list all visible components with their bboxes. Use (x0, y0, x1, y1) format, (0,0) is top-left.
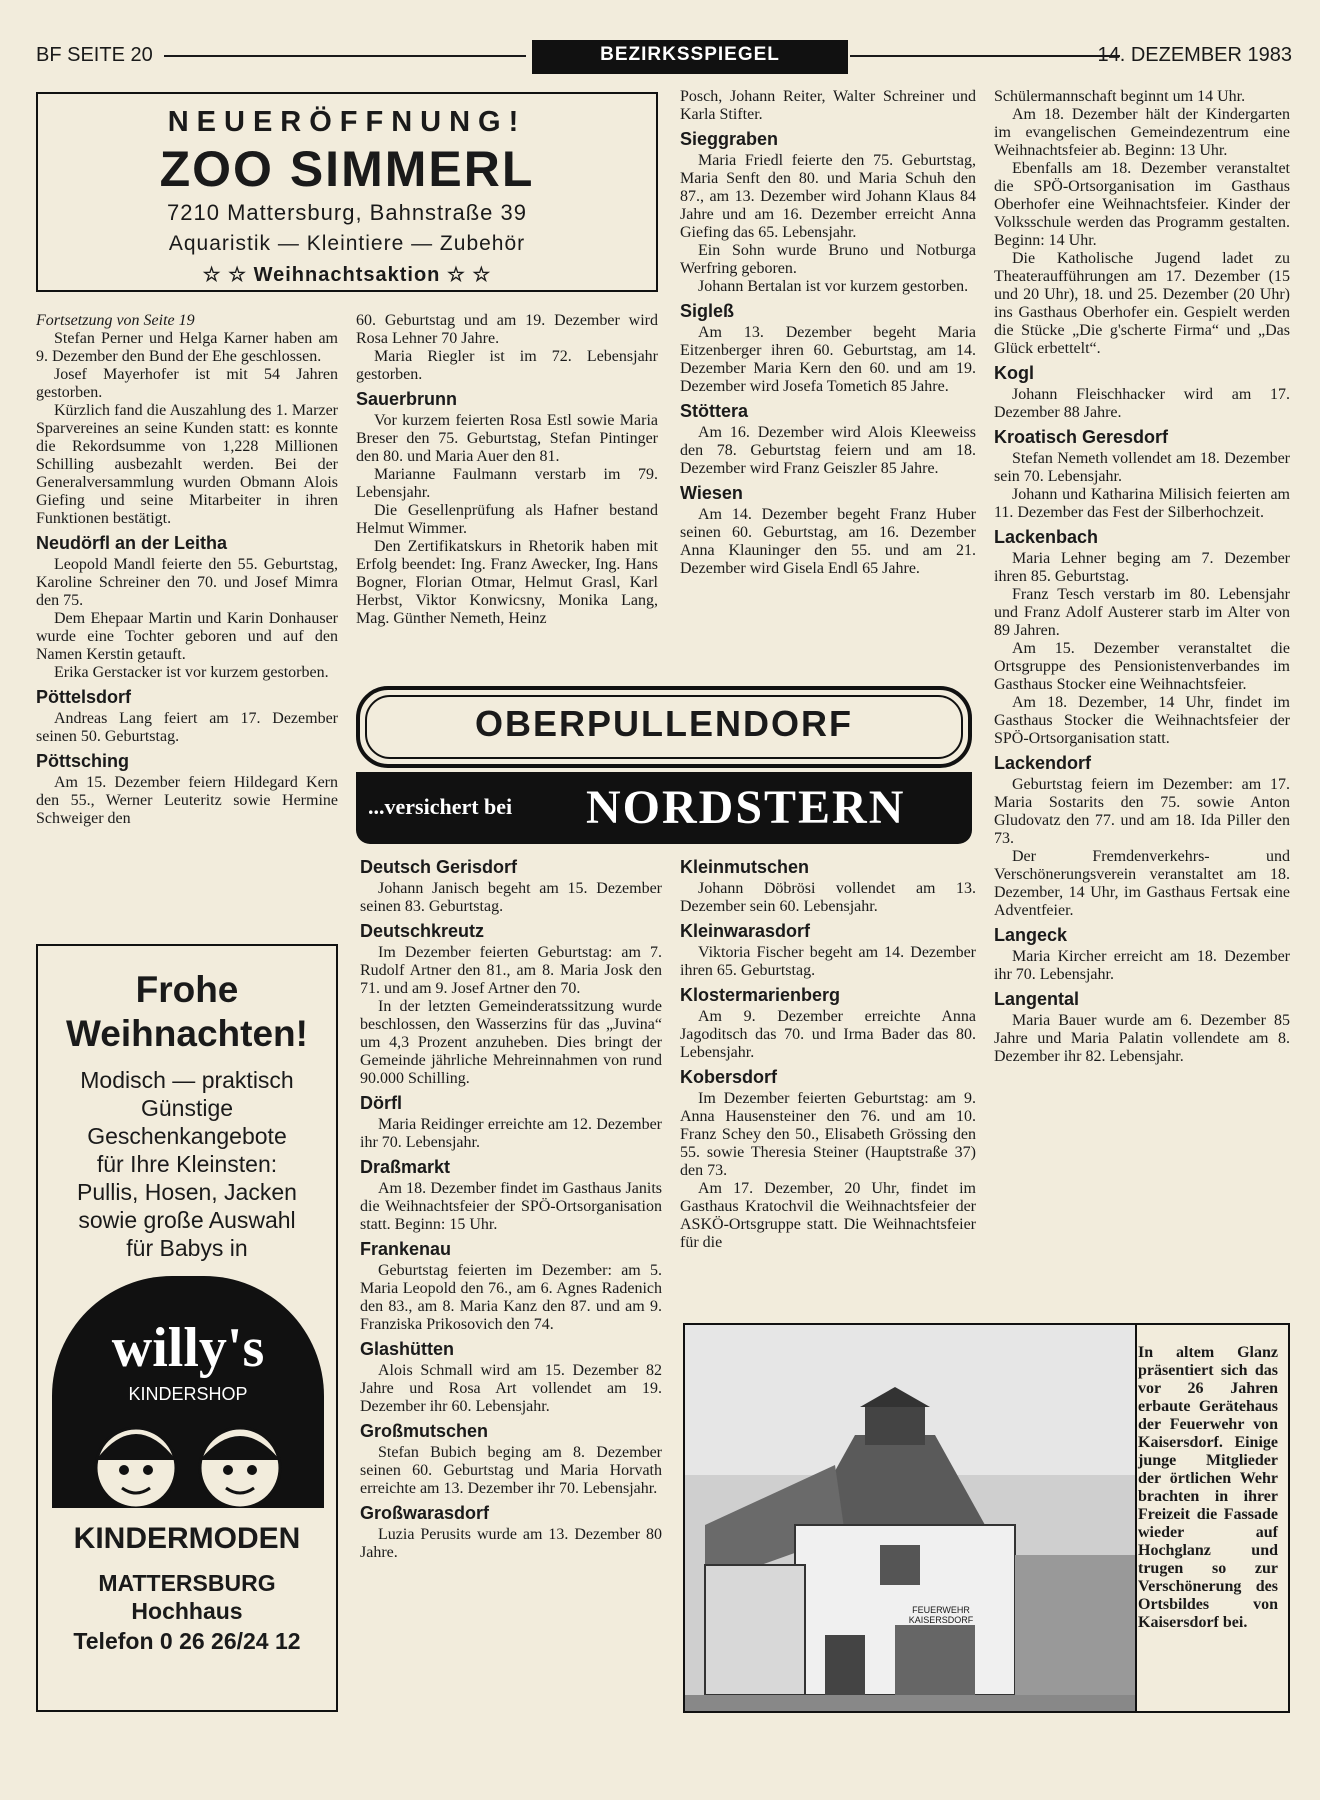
article-column-4 (994, 88, 1290, 1066)
continuation-note: Fortsetzung von Seite 19 (36, 312, 195, 329)
town-heading: Wiesen (680, 483, 743, 503)
town-heading: Kleinwarasdorf (680, 921, 811, 941)
town-heading: Pöttsching (36, 751, 129, 771)
paragraph: Am 17. Dezember, 20 Uhr, findet im Gasthaus Kratochvil die Weihnachtsfeier der ASKÖ-Ortsgruppe statt. Die Weihnachtsfeier für die (680, 1180, 976, 1251)
paragraph: Josef Mayerhofer ist mit 54 Jahren gestorben. (36, 366, 338, 401)
paragraph: Viktoria Fischer begeht am 14. Dezember ihren 65. Geburtstag. (680, 944, 976, 979)
paragraph: Posch, Johann Reiter, Walter Schreiner und Karla Stifter. (680, 88, 976, 123)
town-heading: Kleinmutschen (680, 857, 810, 877)
paragraph: Andreas Lang feiert am 17. Dezember seinen 50. Geburtstag. (36, 710, 338, 745)
town-heading: Draßmarkt (360, 1157, 451, 1177)
paragraph: Johann und Katharina Milisich feierten am 11. Dezember das Fest der Silberhochzeit. (994, 486, 1290, 521)
paragraph: Am 18. Dezember findet im Gasthaus Janits die Weihnachtsfeier der SPÖ-Ortsorganisation statt. Beginn: 15 Uhr. (360, 1180, 662, 1233)
paragraph: Johann Fleischhacker wird am 17. Dezember 88 Jahre. (994, 386, 1290, 421)
article-column-2 (356, 312, 658, 628)
town-heading: Großwarasdorf (360, 1503, 490, 1523)
ad-headline: NEUERÖFFNUNG! (167, 106, 527, 138)
page-header (36, 40, 1292, 74)
ad-business-name: ZOO SIMMERL (159, 141, 535, 197)
town-heading: Glashütten (360, 1339, 455, 1359)
article-column-5 (360, 852, 662, 1562)
paragraph: In der letzten Gemeinderatssitzung wurde beschlossen, den Wasserzins für das „Juvina“ um 4,3 Prozent anzuheben. Dies bringt der Gemeinde jährliche Mehreinnahmen von rund 90.000 Schilling. (360, 998, 662, 1087)
town-heading: Neudörfl an der Leitha (36, 533, 228, 553)
willys-kindershop-ad (36, 944, 338, 1712)
paragraph: Der Fremdenverkehrs- und Verschönerungsverein veranstaltet am 18. Dezember, 14 Uhr, im Gasthaus Fertsak eine Adventfeier. (994, 848, 1290, 919)
town-heading: Sieggraben (680, 129, 779, 149)
logo-subtitle: KINDERSHOP (128, 1384, 248, 1404)
paragraph: Franz Tesch verstarb im 80. Lebensjahr und Franz Adolf Austerer starb im Alter von 89 Jahren. (994, 586, 1290, 639)
town-heading: Langental (994, 989, 1080, 1009)
paragraph: Am 9. Dezember erreichte Anna Jagoditsch das 70. und Irma Bader das 80. Lebensjahr. (680, 1008, 976, 1061)
paragraph: Stefan Perner und Helga Karner haben am 9. Dezember den Bund der Ehe geschlossen. (36, 330, 338, 365)
paragraph: Ein Sohn wurde Bruno und Notburga Werfring geboren. (680, 242, 976, 277)
paragraph: Alois Schmall wird am 15. Dezember 82 Jahre und Rosa Art vollendet am 19. Dezember ihr 60. Lebensjahr. (360, 1362, 662, 1415)
header-rule-left (164, 55, 526, 57)
section-title: BEZIRKSSPIEGEL (532, 40, 848, 74)
paragraph: Erika Gerstacker ist vor kurzem gestorben. (54, 664, 329, 681)
paragraph: Marianne Faulmann verstarb im 79. Lebensjahr. (356, 466, 658, 501)
paragraph: Stefan Bubich beging am 8. Dezember seinen 60. Geburtstag und Maria Horvath erreichte am 13. Dezember ihr 70. Lebensjahr. (360, 1444, 662, 1497)
paragraph: Am 18. Dezember, 14 Uhr, findet im Gasthaus Stocker die Weihnachtsfeier der SPÖ-Ortsorganisation statt. (994, 694, 1290, 747)
ad-greeting: Frohe (135, 969, 239, 1010)
town-heading: Frankenau (360, 1239, 452, 1259)
ad-address: 7210 Mattersburg, Bahnstraße 39 (167, 199, 527, 225)
ad-greeting-2: Weihnachten! (66, 1013, 308, 1054)
paragraph: Am 15. Dezember feiern Hildegard Kern den 55., Werner Leuteritz sowie Hermine Schweiger den (36, 774, 338, 827)
ad-categories: Aquaristik — Kleintiere — Zubehör (168, 231, 526, 255)
paragraph: Dem Ehepaar Martin und Karin Donhauser wurde eine Tochter geboren und auf den Namen Kerstin getauft. (36, 610, 338, 663)
ad-line: Pullis, Hosen, Jacken (77, 1179, 297, 1205)
paragraph: Die Gesellenprüfung als Hafner bestand Helmut Wimmer. (356, 502, 658, 537)
paragraph: 60. Geburtstag und am 19. Dezember wird Rosa Lehner 70 Jahre. (356, 312, 658, 347)
town-heading: Kroatisch Geresdorf (994, 427, 1169, 447)
paragraph: Maria Riegler ist im 72. Lebensjahr gestorben. (356, 348, 658, 383)
fire-station-photo (685, 1325, 1135, 1711)
paragraph: Am 14. Dezember begeht Franz Huber seinen 60. Geburtstag, am 16. Dezember Anna Klauninger den 55. und am 21. Dezember wird Gisela Endl 65 Jahre. (680, 506, 976, 577)
paragraph: Am 18. Dezember hält der Kindergarten im evangelischen Gemeindezentrum eine Weihnachtsfeier ab. Beginn: 13 Uhr. (994, 106, 1290, 159)
town-heading: Lackendorf (994, 753, 1092, 773)
paragraph: Ebenfalls am 18. Dezember veranstaltet die SPÖ-Ortsorganisation im Gasthaus Oberhofer eine Weihnachtsfeier. Kinder der Volksschule werden das Programm gestalten. Beginn: 14 Uhr. (994, 160, 1290, 249)
paragraph: Im Dezember feierten Geburtstag: am 7. Rudolf Artner den 81., am 8. Maria Josk den 71. und am 9. Josef Artner den 70. (360, 944, 662, 997)
paragraph: Den Zertifikatskurs in Rhetorik haben mit Erfolg beendet: Ing. Franz Awecker, Ing. Hans Bogner, Florian Otmar, Helmut Grasl, Karl Herbst, Viktor Konwicsny, Monika Lang, Mag. Günther Nemeth, Heinz (356, 538, 658, 627)
town-heading: Deutschkreutz (360, 921, 485, 941)
town-heading: Sauerbrunn (356, 389, 458, 409)
paragraph: Schülermannschaft beginnt um 14 Uhr. (994, 88, 1246, 105)
town-heading: Kobersdorf (680, 1067, 778, 1087)
paragraph: Stefan Nemeth vollendet am 18. Dezember sein 70. Lebensjahr. (994, 450, 1290, 485)
article-column-1 (36, 312, 338, 828)
paragraph: Vor kurzem feierten Rosa Estl sowie Maria Breser den 75. Geburtstag, Stefan Pintinger den 80. und Maria Auer den 81. (356, 412, 658, 465)
ad-phone: Telefon 0 26 26/24 12 (73, 1628, 301, 1654)
nordstern-ad (356, 772, 972, 844)
town-heading: Sigleß (680, 301, 735, 321)
town-heading: Pöttelsdorf (36, 687, 132, 707)
ad-line: Geschenkangebote (87, 1123, 287, 1149)
paragraph: Die Katholische Jugend ladet zu Theateraufführungen am 17. Dezember (15 und 20 Uhr), 18. und 25. Dezember (20 Uhr) ins Gasthaus Oberhofer ein. Gespielt werden die Stücke „Die g'scherte Firma“ und „Das Glück erbettelt“. (994, 250, 1290, 357)
paragraph: Geburtstag feierten im Dezember: am 5. Maria Leopold den 76., am 6. Agnes Radenich den 83., am 8. Maria Kanz den 87. und am 9. Franziska Prikosovich den 74. (360, 1262, 662, 1333)
paragraph: Maria Kircher erreicht am 18. Dezember ihr 70. Lebensjahr. (994, 948, 1290, 983)
town-heading: Dörfl (360, 1093, 402, 1113)
town-heading: Deutsch Gerisdorf (360, 857, 518, 877)
ad-line: Modisch — praktisch (80, 1067, 294, 1093)
paragraph: Maria Bauer wurde am 6. Dezember 85 Jahre und Maria Palatin vollendete am 8. Dezember ihr 82. Lebensjahr. (994, 1012, 1290, 1065)
header-rule-right (850, 55, 1120, 57)
paragraph: Johann Döbrösi vollendet am 13. Dezember sein 60. Lebensjahr. (680, 880, 976, 915)
ad-line: für Ihre Kleinsten: (96, 1151, 278, 1177)
article-column-3 (680, 88, 976, 578)
paragraph: Luzia Perusits wurde am 13. Dezember 80 Jahre. (360, 1526, 662, 1561)
photo-caption: In altem Glanz präsentiert sich das vor 26 Jahren erbaute Gerätehaus der Feuerwehr von Kaisersdorf. Einige junge Mitglieder der örtlichen Wehr brachten in ihrer Freizeit die Fassade wieder auf Hochglanz und trugen so zur Verschönerung des Ortsbildes von Kaisersdorf bei. (1138, 1344, 1278, 1631)
paragraph: Geburtstag feiern im Dezember: am 17. Maria Sostarits den 75. sowie Anton Gludovatz den 77. und am 18. Ida Piller den 73. (994, 776, 1290, 847)
ad-line: für Babys in (126, 1235, 248, 1261)
oberpullendorf-banner (356, 686, 972, 770)
children-faces-icon (72, 1408, 304, 1508)
paragraph: Leopold Mandl feierte den 55. Geburtstag, Karoline Schreiner den 70. und Josef Mimra den 75. (36, 556, 338, 609)
ad-location: Hochhaus (131, 1598, 243, 1624)
willys-logo (52, 1276, 324, 1508)
article-column-6 (680, 852, 976, 1252)
page-number: BF SEITE 20 (36, 44, 153, 66)
ad-category: KINDERMODEN (73, 1522, 301, 1555)
insurance-brand: NORDSTERN (586, 781, 906, 834)
insurance-slogan: ...versichert bei (368, 794, 513, 819)
paragraph: Am 15. Dezember veranstaltet die Ortsgruppe des Pensionistenverbandes im Gasthaus Stocker eine Weihnachtsfeier. (994, 640, 1290, 693)
ad-town: MATTERSBURG (98, 1570, 276, 1596)
ad-promotion: ☆ ☆ Weihnachtsaktion ☆ ☆ (202, 263, 492, 286)
zoo-simmerl-ad (36, 92, 658, 292)
town-heading: Lackenbach (994, 527, 1099, 547)
town-heading: Langeck (994, 925, 1068, 945)
paragraph: Maria Reidinger erreichte am 12. Dezember ihr 70. Lebensjahr. (360, 1116, 662, 1151)
paragraph: Johann Bertalan ist vor kurzem gestorben. (698, 278, 969, 295)
region-title: OBERPULLENDORF (475, 703, 853, 744)
paragraph: Maria Lehner beging am 7. Dezember ihren 85. Geburtstag. (994, 550, 1290, 585)
paragraph: Am 13. Dezember begeht Maria Eitzenberger ihren 60. Geburtstag, am 14. Dezember Maria Kern den 60. und am 19. Dezember wird Josefa Tometich 85 Jahre. (680, 324, 976, 395)
building-sign: FEUERWEHR KAISERSDORF (908, 1605, 974, 1625)
town-heading: Großmutschen (360, 1421, 489, 1441)
photo-divider (1135, 1325, 1137, 1711)
paragraph: Am 16. Dezember wird Alois Kleeweiss den 78. Geburtstag feiern und am 18. Dezember wird Franz Geiszler 85 Jahre. (680, 424, 976, 477)
issue-date: 14. DEZEMBER 1983 (1097, 44, 1292, 66)
paragraph: Johann Janisch begeht am 15. Dezember seinen 83. Geburtstag. (360, 880, 662, 915)
town-heading: Klostermarienberg (680, 985, 841, 1005)
paragraph: Kürzlich fand die Auszahlung des 1. Marzer Sparvereines an seine Kunden statt: es konnte die Rekordsumme von 1,228 Millionen Schilling ausbezahlt werden. Bei der Generalversammlung wurden Obmann Alois Giefing und seine Mitarbeiter in ihren Funktionen bestätigt. (36, 402, 338, 527)
ad-line: sowie große Auswahl (78, 1207, 296, 1233)
town-heading: Stöttera (680, 401, 749, 421)
town-heading: Kogl (994, 363, 1034, 383)
paragraph: Im Dezember feierten Geburtstag: am 9. Anna Hausensteiner den 76. und am 10. Franz Schey den 50., Elisabeth Grössing den 55. sowie Theresia Steiner (Hauptstraße 37) den 73. (680, 1090, 976, 1179)
logo-wordmark: willy's (111, 1317, 265, 1379)
ad-line: Günstige (140, 1095, 234, 1121)
paragraph: Maria Friedl feierte den 75. Geburtstag, Maria Senft den 80. und Maria Schuh den 87., am 13. Dezember wird Johann Klaus 84 Jahre und am 16. Dezember erreicht Anna Giefing das 65. Lebensjahr. (680, 152, 976, 241)
